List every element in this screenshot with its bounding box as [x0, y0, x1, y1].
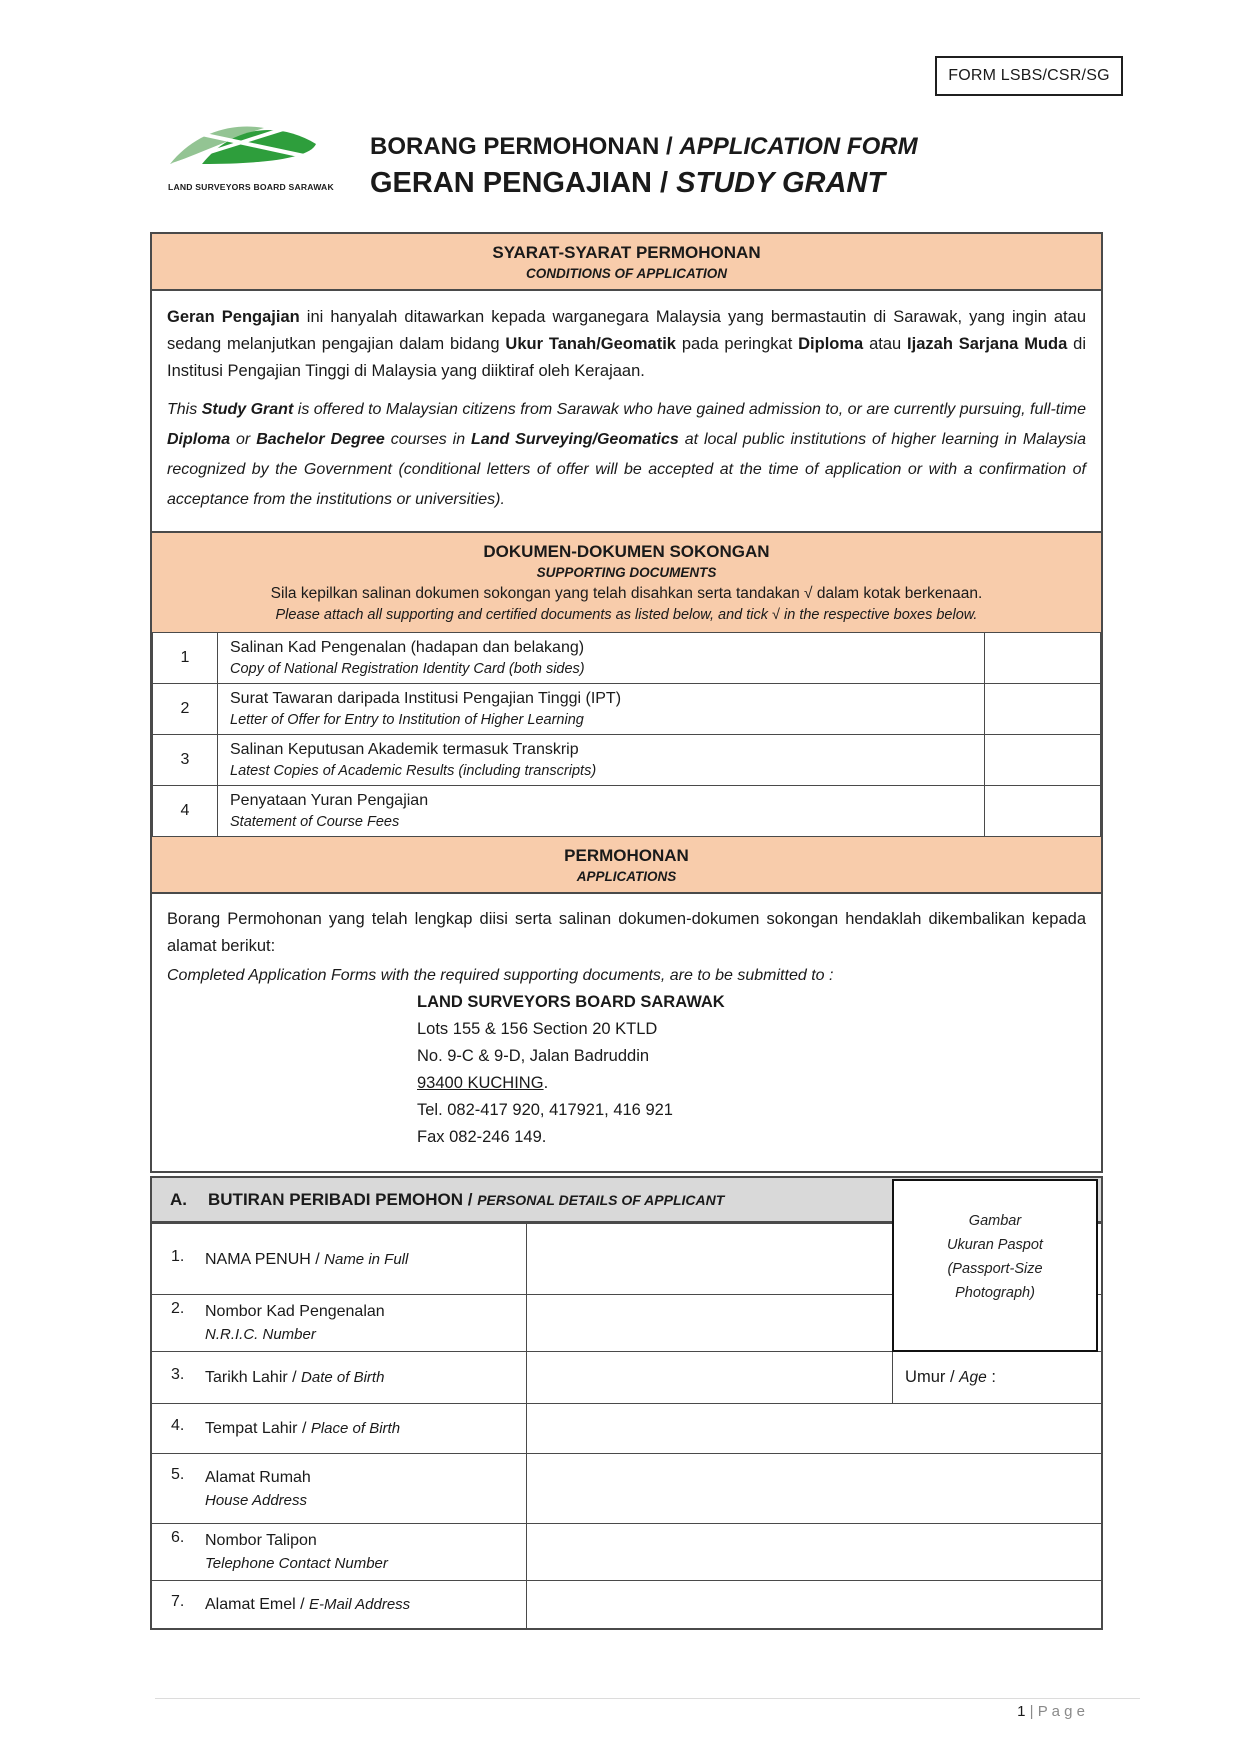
document-row: [153, 735, 1101, 786]
applications-paragraph-ms: Borang Permohonan yang telah lengkap diisi serta salinan dokumen-dokumen sokongan hendaklah dikembalikan kepada alamat berikut:: [167, 910, 1086, 955]
main-content-box: [150, 232, 1103, 1173]
conditions-header: [152, 234, 1101, 291]
photo-box-line: Gambar: [968, 1212, 1022, 1229]
logo-caption: LAND SURVEYORS BOARD SARAWAK: [168, 182, 334, 192]
applications-paragraph-en: Completed Application Forms with the required supporting documents, are to be submitted to :: [167, 967, 834, 984]
input-cell-pob[interactable]: [527, 1404, 1102, 1454]
address-name: LAND SURVEYORS BOARD SARAWAK: [417, 993, 725, 1011]
row-number: 6.: [171, 1529, 185, 1546]
row-label-pob: Tempat Lahir / Place of Birth: [205, 1420, 401, 1437]
row-label-name: NAMA PENUH / Name in Full: [205, 1250, 409, 1268]
conditions-title-en: CONDITIONS OF APPLICATION: [526, 266, 727, 281]
title-line-2: GERAN PENGAJIAN / STUDY GRANT: [370, 167, 886, 199]
lsbs-logo: [168, 118, 334, 192]
tick-box-1[interactable]: [985, 633, 1101, 684]
address-fax: Fax 082-246 149.: [417, 1128, 547, 1146]
conditions-title-ms: SYARAT-SYARAT PERMOHONAN: [492, 243, 761, 262]
documents-header: [152, 533, 1101, 632]
document-description: Salinan Kad Pengenalan (hadapan dan belakang) Copy of National Registration Identity Card (both sides): [218, 633, 985, 684]
document-description: Salinan Keputusan Akademik termasuk Transkrip Latest Copies of Academic Results (including transcripts): [218, 735, 985, 786]
footer-divider: [155, 1698, 1140, 1699]
address-block: [417, 989, 1086, 1151]
row-label-phone: Nombor Talipon Telephone Contact Number: [205, 1532, 388, 1572]
row-number: 5.: [171, 1465, 185, 1483]
input-cell-home-address[interactable]: [527, 1454, 1102, 1524]
applications-header: [152, 837, 1101, 894]
row-number: 7.: [171, 1592, 185, 1610]
document-row: [153, 633, 1101, 684]
document-row: [153, 786, 1101, 837]
applications-title-en: APPLICATIONS: [576, 869, 677, 884]
conditions-body: [152, 291, 1101, 533]
tick-box-2[interactable]: [985, 684, 1101, 735]
document-number: 1: [153, 633, 218, 684]
documents-title-ms: DOKUMEN-DOKUMEN SOKONGAN: [483, 542, 770, 561]
document-number: 3: [153, 735, 218, 786]
personal-row-phone: [151, 1524, 1102, 1581]
row-label-home-address: Alamat Rumah House Address: [205, 1468, 311, 1509]
document-description: Penyataan Yuran Pengajian Statement of Course Fees: [218, 786, 985, 837]
row-number: 3.: [171, 1366, 185, 1383]
documents-instruction-ms: Sila kepilkan salinan dokumen sokongan yang telah disahkan serta tandakan √ dalam kotak berkenaan.: [270, 585, 983, 602]
address-line-1: Lots 155 & 156 Section 20 KTLD: [417, 1020, 658, 1038]
passport-photo-box: [892, 1179, 1098, 1352]
photo-box-line: (Passport-Size: [947, 1260, 1043, 1277]
personal-row-home-address: [151, 1454, 1102, 1524]
conditions-paragraph-en: This Study Grant is offered to Malaysian citizens from Sarawak who have gained admission to, or are currently pursuing, full-time Diploma or Bachelor Degree courses in Land Surveying/Geomatics at local public institutions of higher learning in Malaysia recognized by the Government (conditional letters of offer will be accepted at the time of application or with a confirmation of acceptance from the institutions or universities).: [167, 401, 1087, 508]
personal-row-dob: [151, 1352, 1102, 1404]
address-tel: Tel. 082-417 920, 417921, 416 921: [417, 1101, 673, 1119]
page-number: 1 | P a g e: [1017, 1703, 1085, 1720]
row-number: 1.: [171, 1247, 185, 1265]
conditions-paragraph-ms: Geran Pengajian ini hanyalah ditawarkan kepada warganegara Malaysia yang bermastautin di Sarawak, yang ingin atau sedang melanjutkan pengajian dalam bidang Ukur Tanah/Geomatik pada peringkat Diploma atau Ijazah Sarjana Muda di Institusi Pengajian Tinggi di Malaysia yang diiktiraf oleh Kerajaan.: [167, 308, 1086, 380]
photo-box-line: Photograph): [955, 1284, 1035, 1301]
row-label-dob: Tarikh Lahir / Date of Birth: [205, 1369, 385, 1386]
document-row: [153, 684, 1101, 735]
row-number: 4.: [171, 1417, 185, 1434]
documents-instruction-en: Please attach all supporting and certified documents as listed below, and tick √ in the respective boxes below.: [275, 607, 978, 623]
documents-title-en: SUPPORTING DOCUMENTS: [536, 565, 717, 580]
section-a-title: BUTIRAN PERIBADI PEMOHON / PERSONAL DETAILS OF APPLICANT: [208, 1189, 725, 1209]
title-line-1: BORANG PERMOHONAN / APPLICATION FORM: [370, 133, 918, 160]
personal-row-pob: [151, 1404, 1102, 1454]
address-line-2: No. 9-C & 9-D, Jalan Badruddin: [417, 1047, 650, 1065]
document-title: [370, 130, 918, 202]
applications-body: [152, 894, 1101, 1171]
document-description: Surat Tawaran daripada Institusi Pengajian Tinggi (IPT) Letter of Offer for Entry to Institution of Higher Learning: [218, 684, 985, 735]
row-label-nric: Nombor Kad Pengenalan N.R.I.C. Number: [205, 1303, 385, 1343]
form-code-box: [935, 56, 1123, 96]
input-cell-email[interactable]: [527, 1581, 1102, 1629]
input-cell-dob[interactable]: [527, 1352, 893, 1404]
personal-row-email: [151, 1581, 1102, 1629]
document-number: 4: [153, 786, 218, 837]
row-number: 2.: [171, 1300, 185, 1317]
row-label-email: Alamat Emel / E-Mail Address: [205, 1595, 411, 1613]
tick-box-4[interactable]: [985, 786, 1101, 837]
input-cell-phone[interactable]: [527, 1524, 1102, 1581]
form-code-label: FORM LSBS/CSR/SG: [948, 67, 1110, 84]
tick-box-3[interactable]: [985, 735, 1101, 786]
lsbs-hills-logo-icon: [168, 118, 318, 176]
document-number: 2: [153, 684, 218, 735]
documents-table: [152, 632, 1101, 837]
applications-title-ms: PERMOHONAN: [564, 846, 689, 865]
photo-box-line: Ukuran Paspot: [947, 1236, 1043, 1253]
input-cell-age[interactable]: [893, 1352, 1102, 1404]
age-label: Umur / Age :: [905, 1368, 996, 1386]
address-line-3: 93400 KUCHING.: [417, 1074, 549, 1092]
section-a-label: A.: [170, 1189, 187, 1209]
